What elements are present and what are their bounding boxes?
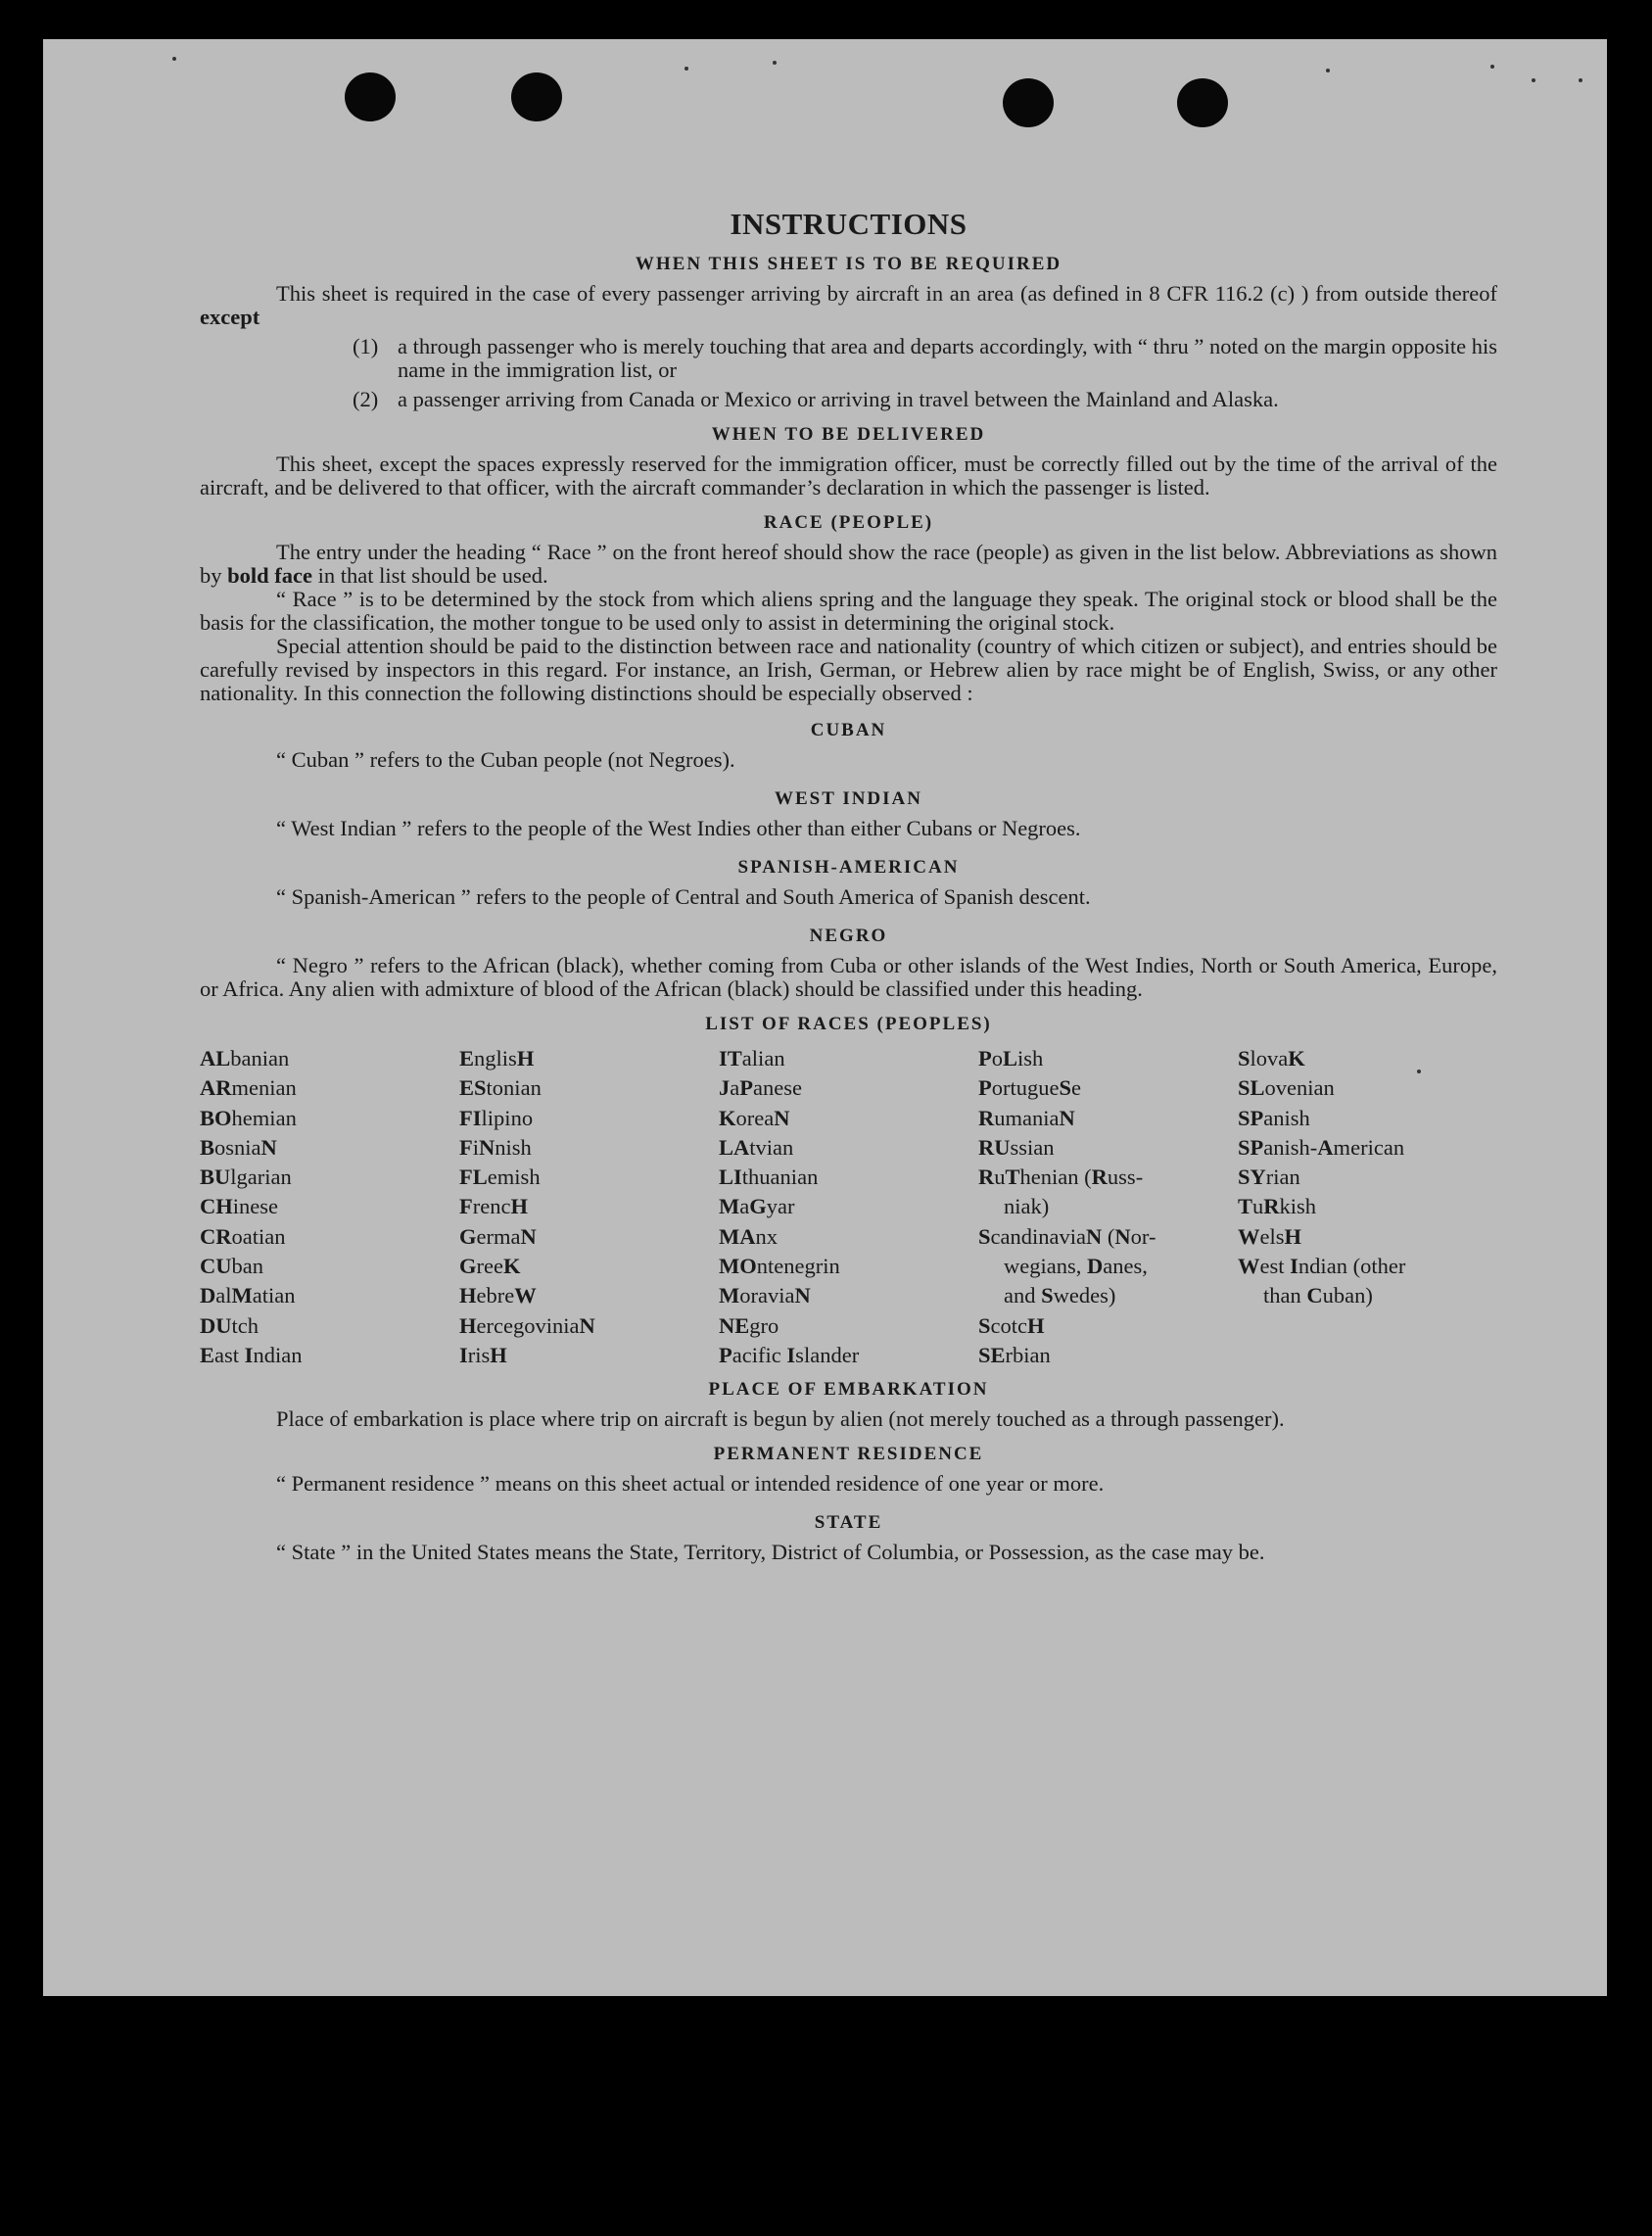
race-entry: East Indian — [200, 1342, 303, 1367]
race-entry-continued: niak) — [1004, 1194, 1050, 1219]
race-entry: CRoatian — [200, 1223, 286, 1249]
race-entry: CHinese — [200, 1194, 279, 1219]
paragraph — [200, 282, 1497, 329]
item-text: a passenger arriving from Canada or Mexico or arriving in travel between the Mainland and Alaska. — [398, 387, 1279, 411]
race-entry: West Indian (other — [1238, 1254, 1406, 1279]
race-entry: SPanish-American — [1238, 1134, 1405, 1160]
race-entry: GermaN — [459, 1223, 537, 1249]
race-entry: FrencH — [459, 1194, 529, 1219]
race-entry: HebreW — [459, 1283, 537, 1308]
race-entry: KoreaN — [719, 1105, 790, 1130]
race-entry: NEgro — [719, 1312, 779, 1338]
race-entry: WelsH — [1238, 1223, 1302, 1249]
race-entry-continued: wegians, Danes, — [1004, 1254, 1148, 1279]
race-entry: RuThenian (Russ- — [978, 1165, 1144, 1190]
race-entry: ITalian — [719, 1046, 785, 1070]
race-entry: FiNnish — [459, 1134, 532, 1160]
race-entry: ARmenian — [200, 1075, 297, 1101]
race-entry: SLovenian — [1238, 1075, 1335, 1101]
instructions-content — [200, 167, 1497, 1564]
race-entry: RumaniaN — [978, 1105, 1075, 1130]
section-heading: SPANISH-AMERICAN — [737, 857, 960, 878]
paragraph: Special attention should be paid to the distinction between race and nationality (country of which citizen or subject), and entries should be carefully revised by inspectors in this regard. For instance, an Irish, German, or Hebrew alien by race might be of English, Swiss, or any other nationality. In this connection the following distinctions should be especially observed : — [200, 634, 1497, 705]
race-entry: JaPanese — [719, 1075, 803, 1101]
races-column — [719, 1044, 978, 1370]
race-entry: EnglisH — [459, 1046, 535, 1070]
speck — [1532, 78, 1535, 82]
punch-hole — [1177, 78, 1228, 127]
race-entry-continued: than Cuban) — [1263, 1283, 1373, 1308]
page-title: INSTRUCTIONS — [730, 207, 968, 241]
races-column — [459, 1044, 719, 1370]
race-entry: BUlgarian — [200, 1165, 292, 1190]
race-entry-continued: and Swedes) — [1004, 1283, 1116, 1308]
race-entry: SErbian — [978, 1342, 1051, 1367]
paragraph: “ Negro ” refers to the African (black), whether coming from Cuba or other islands of the West Indies, North or South America, Europe, or Africa. Any alien with admixture of blood of the African (black) should be classified under this heading. — [200, 953, 1497, 1001]
speck — [1490, 65, 1494, 69]
races-list — [200, 1044, 1497, 1370]
race-entry: ALbanian — [200, 1046, 290, 1070]
section-heading: WEST INDIAN — [775, 788, 922, 809]
paragraph: “ State ” in the United States means the State, Territory, District of Columbia, or Possession, as the case may be. — [276, 1540, 1265, 1565]
paragraph: “ Cuban ” refers to the Cuban people (not Negroes). — [276, 747, 735, 772]
punch-hole — [511, 72, 562, 121]
speck — [684, 67, 688, 71]
race-entry: EStonian — [459, 1075, 542, 1101]
race-entry: LAtvian — [719, 1134, 794, 1160]
race-entry: FIlipino — [459, 1105, 534, 1130]
paragraph — [200, 541, 1497, 588]
race-entry: ScotcH — [978, 1312, 1045, 1338]
punch-hole — [345, 72, 396, 121]
section-heading: WHEN TO BE DELIVERED — [711, 424, 986, 445]
section-heading: NEGRO — [809, 926, 888, 946]
races-column — [1238, 1044, 1497, 1370]
race-entry: PoLish — [978, 1046, 1044, 1070]
bold-text: bold face — [227, 563, 312, 588]
speck — [773, 61, 777, 65]
paragraph-text: in that list should be used. — [317, 563, 548, 588]
race-entry: MaGyar — [719, 1194, 795, 1219]
race-entry: SPanish — [1238, 1105, 1310, 1130]
paragraph: Place of embarkation is place where trip on aircraft is begun by alien (not merely touched as a through passenger). — [276, 1406, 1285, 1432]
paragraph: “ Spanish-American ” refers to the people of Central and South America of Spanish descent. — [276, 884, 1091, 909]
race-entry: MOntenegrin — [719, 1254, 840, 1279]
race-entry: Pacific Islander — [719, 1342, 860, 1367]
item-text: a through passenger who is merely touching that area and departs accordingly, with “ thru ” noted on the margin opposite his name in the immigration list, or — [398, 334, 1497, 382]
speck — [1326, 69, 1330, 72]
section-heading: STATE — [814, 1512, 883, 1534]
bold-text: except — [200, 305, 260, 329]
race-entry: TuRkish — [1238, 1194, 1317, 1219]
section-heading: PERMANENT RESIDENCE — [713, 1444, 984, 1465]
races-column — [978, 1044, 1238, 1370]
punch-hole — [1003, 78, 1054, 127]
race-entry: BosniaN — [200, 1134, 277, 1160]
paragraph-text: The entry under the heading “ Race ” on the front hereof should show the race (people) as given in the list below. Abbreviations as shown by — [200, 540, 1497, 588]
section-heading: LIST OF RACES (PEOPLES) — [705, 1014, 992, 1034]
section-heading: PLACE OF EMBARKATION — [708, 1379, 989, 1401]
race-entry: MAnx — [719, 1223, 778, 1249]
race-entry: BOhemian — [200, 1105, 297, 1130]
race-entry: ScandinaviaN (Nor- — [978, 1223, 1156, 1249]
paragraph: “ West Indian ” refers to the people of the West Indies other than either Cubans or Negroes. — [276, 816, 1081, 840]
list-item — [353, 335, 1497, 382]
race-entry: SlovaK — [1238, 1046, 1305, 1070]
races-column — [200, 1044, 459, 1370]
speck — [172, 57, 176, 61]
document-sheet — [43, 39, 1607, 1996]
race-entry: GreeK — [459, 1254, 521, 1279]
speck — [1579, 78, 1582, 82]
race-entry: LIthuanian — [719, 1165, 819, 1190]
section-heading: WHEN THIS SHEET IS TO BE REQUIRED — [635, 254, 1062, 274]
race-entry: RUssian — [978, 1134, 1055, 1160]
item-number: (2) — [353, 387, 379, 411]
section-heading: RACE (PEOPLE) — [763, 512, 934, 533]
race-entry: PortugueSe — [978, 1075, 1082, 1101]
race-entry: DUtch — [200, 1312, 260, 1338]
list-item — [353, 388, 1497, 411]
race-entry: IrisH — [459, 1342, 507, 1367]
race-entry: DalMatian — [200, 1283, 296, 1308]
race-entry: HercegoviniaN — [459, 1312, 595, 1338]
paragraph: “ Race ” is to be determined by the stock from which aliens spring and the language they speak. The original stock or blood shall be the basis for the classification, the mother tongue to be used only to assist in determining the original stock. — [200, 587, 1497, 635]
race-entry: FLemish — [459, 1165, 541, 1190]
race-entry: SYrian — [1238, 1165, 1300, 1190]
paragraph-text: This sheet is required in the case of every passenger arriving by aircraft in an area (as defined in 8 CFR 116.2 (c) ) from outside thereof — [276, 281, 1497, 306]
paragraph: “ Permanent residence ” means on this sheet actual or intended residence of one year or more. — [276, 1471, 1105, 1497]
section-heading: CUBAN — [810, 720, 887, 740]
paragraph: This sheet, except the spaces expressly reserved for the immigration officer, must be correctly filled out by the time of the arrival of the aircraft, and be delivered to that officer, with the aircraft commander’s declaration in which the passenger is listed. — [200, 452, 1497, 500]
race-entry: CUban — [200, 1254, 263, 1279]
race-entry: MoraviaN — [719, 1283, 811, 1308]
item-number: (1) — [353, 334, 379, 358]
